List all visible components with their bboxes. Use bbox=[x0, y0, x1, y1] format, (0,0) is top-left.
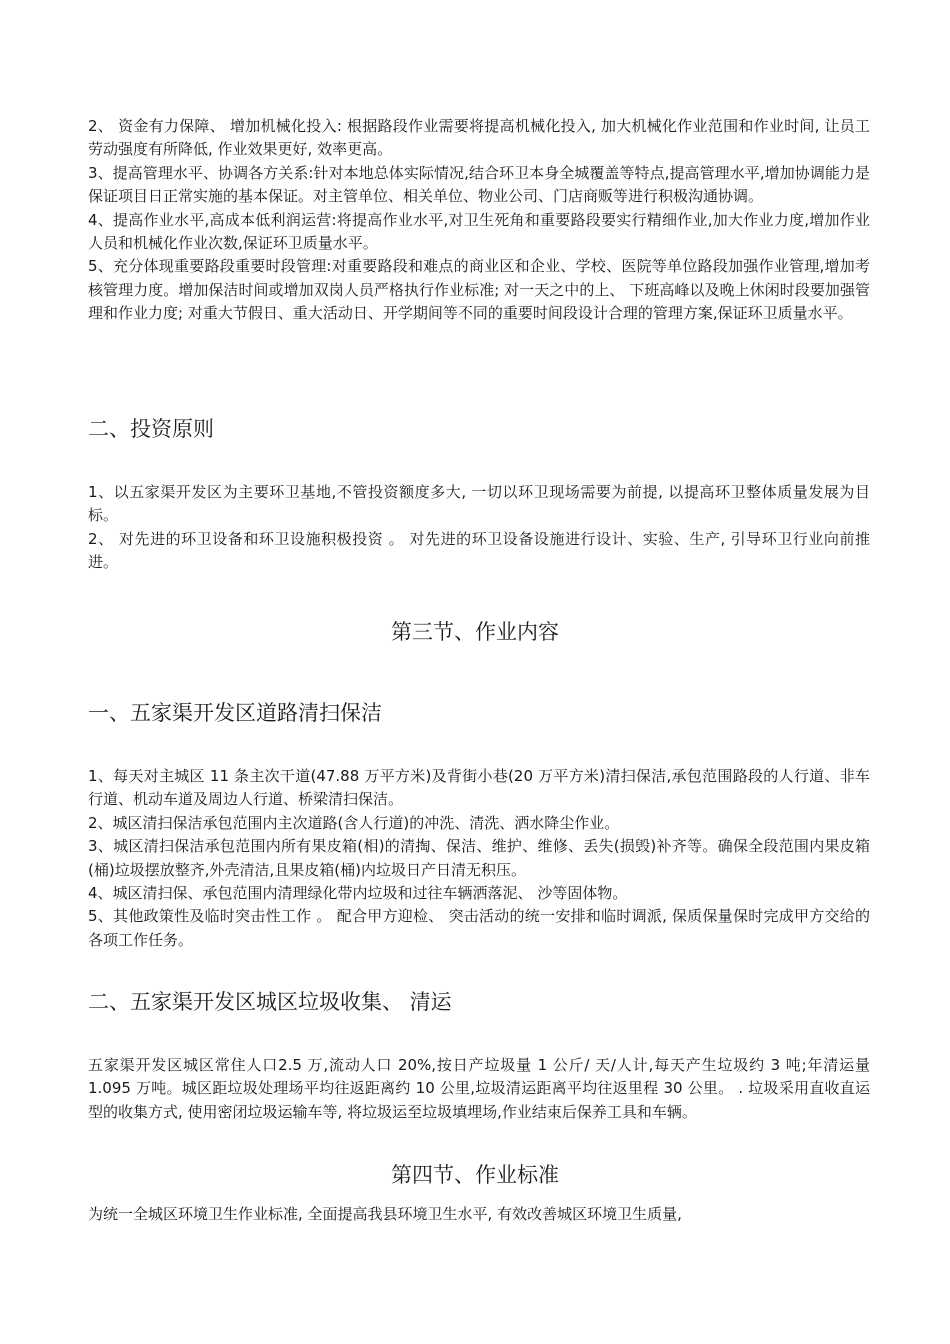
paragraph-invest-base: 1、以五家渠开发区为主要环卫基地,不管投资额度多大, 一切以环卫现场需要为前提, 以提高环卫整体质量发展为目标。 bbox=[88, 483, 870, 525]
road-sweeping-block bbox=[88, 765, 870, 952]
paragraph-coordination: 3、提高管理水平、协调各方关系:针对本地总体实际情况,结合环卫本身全城覆盖等特点,提高管理水平,增加协调能力是保证项目日正常实施的基本保证。对主管单位、相关单位、物业公司、门店商贩等进行积极沟通协调。 bbox=[88, 163, 870, 206]
section-three-title: 第三节、作业内容 bbox=[391, 620, 559, 644]
paragraph-mechanization: 2、 资金有力保障、 增加机械化投入: 根据路段作业需要将提高机械化投入, 加大机械化作业范围和作业时间, 让员工劳动强度有所降低, 作业效果更好, 效率更高。 bbox=[88, 117, 870, 159]
paragraph-invest-equipment: 2、 对先进的环卫设备和环卫设施积极投资 。 对先进的环卫设备设施进行设计、实验、生产, 引导环卫行业向前推进。 bbox=[88, 529, 870, 572]
heading-investment-principles: 二、投资原则 bbox=[88, 417, 214, 441]
management-measures-block bbox=[88, 115, 870, 326]
section-four-title: 第四节、作业标准 bbox=[391, 1163, 559, 1187]
heading-road-sweeping: 一、五家渠开发区道路清扫保洁 bbox=[88, 701, 382, 725]
paragraph-key-roads: 5、充分体现重要路段重要时段管理:对重要路段和难点的商业区和企业、学校、医院等单位路段加强作业管理,增加考核管理力度。增加保洁时间或增加双岗人员严格执行作业标准; 对一天之中的上、 下班高峰以及晚上休闲时段要加强管理和作业力度; 对重大节假日、重大活动日、开学期间等不同的重要时间段设计合理的管理方案,保证环卫质量水平。 bbox=[88, 257, 870, 323]
operation-standard-block bbox=[88, 1203, 870, 1226]
paragraph-sweep-1: 1、每天对主城区 11 条主次干道(47.88 万平方米)及背街小巷(20 万平方米)清扫保洁,承包范围路段的人行道、非车行道、机动车道及周边人行道、桥梁清扫保洁。 bbox=[88, 767, 870, 809]
investment-principles-block bbox=[88, 481, 870, 575]
paragraph-operation-level: 4、提高作业水平,高成本低利润运营:将提高作业水平,对卫生死角和重要路段要实行精细作业,加大作业力度,增加作业人员和机械化作业次数,保证环卫质量水平。 bbox=[88, 210, 870, 253]
paragraph-sweep-3: 3、城区清扫保洁承包范围内所有果皮箱(相)的清掏、保洁、维护、维修、丢失(损毁)补齐等。确保全段范围内果皮箱(桶)垃圾摆放整齐,外壳清洁,且果皮箱(桶)内垃圾日产日清无积压。 bbox=[88, 837, 870, 879]
paragraph-garbage: 五家渠开发区城区常住人口2.5 万,流动人口 20%,按日产垃圾量 1 公斤/ 天/人计,每天产生垃圾约 3 吨;年清运量 1.095 万吨。城区距垃圾处理场平均往返距离约 10 公里,垃圾清运距离平均往返里程 30 公里。 . 垃圾采用直收直运型的收集方式, 使用密闭垃圾运输车等, 将垃圾运至垃圾填埋场,作业结束后保养工具和车辆。 bbox=[88, 1056, 870, 1121]
paragraph-sweep-4: 4、城区清扫保、承包范围内清理绿化带内垃圾和过往车辆洒落泥、 沙等固体物。 bbox=[88, 884, 628, 903]
paragraph-sweep-5: 5、其他政策性及临时突击性工作 。 配合甲方迎检、 突击活动的统一安排和临时调派, 保质保量保时完成甲方交给的各项工作任务。 bbox=[88, 907, 870, 949]
paragraph-sweep-2: 2、城区清扫保洁承包范围内主次道路(含人行道)的冲洗、清洗、洒水降尘作业。 bbox=[88, 813, 620, 832]
garbage-collection-block bbox=[88, 1054, 870, 1124]
paragraph-standard: 为统一全城区环境卫生作业标准, 全面提高我县环境卫生水平, 有效改善城区环境卫生质量, bbox=[88, 1205, 682, 1223]
heading-garbage-collection: 二、五家渠开发区城区垃圾收集、 清运 bbox=[88, 990, 452, 1014]
